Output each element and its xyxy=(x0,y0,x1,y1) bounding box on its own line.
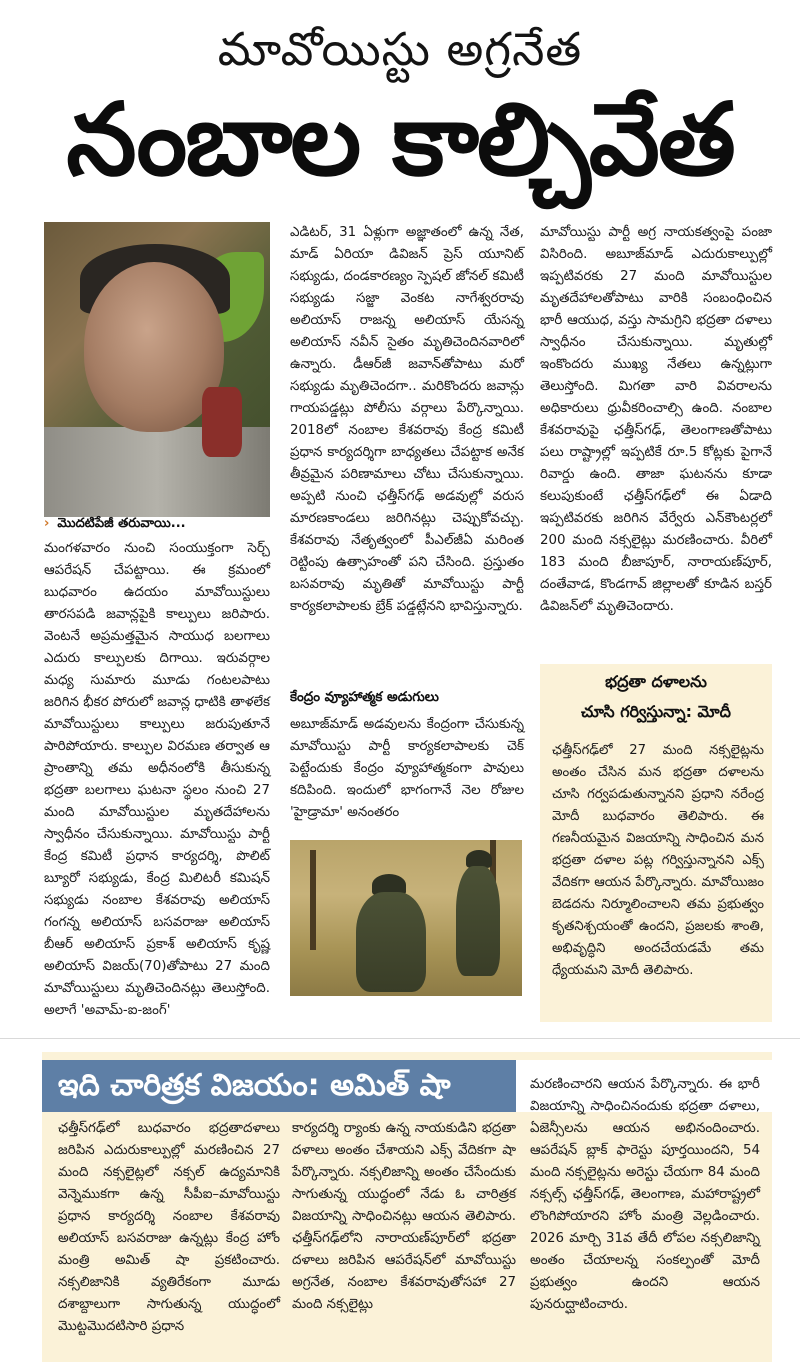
column-2-subheading: కేంద్రం వ్యూహాత్మక అడుగులు xyxy=(290,690,439,705)
photo-tree xyxy=(310,850,316,950)
story-banner-title: ఇది చారిత్రక విజయం: అమిత్ షా xyxy=(58,1068,451,1103)
continued-label: మొదటిపేజీ తరువాయి... xyxy=(57,516,186,531)
lower-column-3: మరణించారని ఆయన పేర్కొన్నారు. ఈ భారీ విజయాన్ని సాధించినందుకు భద్రతా దళాలు, ఏజెన్సీలను ఆయన అభినందించారు. ఆపరేషన్ బ్లాక్ ఫారెస్టు పూర్తయిందని, 54 మంది నక్సలైట్లను అరెస్టు చేయగా 84 మంది నక్సల్స్ ఛత్తీస్‌గఢ్, తెలంగాణ, మహారాష్ట్రలో లొంగిపోయారని హోం మంత్రి వెల్లడించారు. 2026 మార్చి 31వ తేదీ లోపల నక్సలిజాన్ని అంతం చేయాలన్న సంకల్పంతో మోదీ ప్రభుత్వం ఉందని ఆయన పునరుద్ఘాటించారు. xyxy=(530,1077,760,1312)
sidebar-title-line-1: భద్రతా దళాలను xyxy=(605,672,707,691)
security-forces-photo xyxy=(290,840,522,996)
article-column-3: మావోయిస్టు పార్టీ అగ్ర నాయకత్వంపై పంజా విసిరింది. అబూజ్‌మాడ్ ఎదురుకాల్పుల్లో ఇప్పటివరకు 27 మంది మావోయిస్టుల మృతదేహాలతోపాటు వారికి సంబంధించిన భారీ ఆయుధ, వస్తు సామగ్రిని భద్రతా దళాలు స్వాధీనం చేసుకున్నాయి. మృతుల్లో ఇంకొందరు ముఖ్య నేతలు ఉన్నట్లుగా తెలుస్తోంది. మిగతా వారి వివరాలను అధికారులు ధ్రువీకరించాల్సి ఉంది. నంబాల కేశవరావుపై ఛత్తీస్‌గఢ్, తెలంగాణతోపాటు పలు రాష్ట్రాల్లో ఇప్పటికే రూ.5 కోట్లకు పైగానే రివార్డు ఉంది. తాజా ఘటనను కూడా కలుపుకుంటే ఛత్తీస్‌గఢ్‌లో ఈ ఏడాది ఇప్పటివరకు జరిగిన వేర్వేరు ఎన్‌కౌంటర్లలో 200 మంది నక్సలైట్లు మరణించారు. వీరిలో 183 మంది బీజాపూర్, నారాయణ్‌పూర్, దంతేవాడ, కొండగావ్ జిల్లాలతో కూడిన బస్తర్ డివిజన్‌లో మృతిచెందారు. xyxy=(540,225,772,614)
continued-from-front-page xyxy=(44,516,270,536)
leader-photo xyxy=(44,222,270,512)
photo-soldier xyxy=(356,892,426,992)
article-column-1: మంగళవారం నుంచి సంయుక్తంగా సెర్చ్ ఆపరేషన్ చేపట్టాయి. ఈ క్రమంలో బుధవారం ఉదయం మావోయిస్టులు తారసపడి జవాన్లపైకి కాల్పులు జరిపారు. వెంటనే అప్రమత్తమైన సాయుధ బలగాలు ఎదురు కాల్పులకు దిగాయి. ఇరువర్గాల మధ్య సుమారు మూడు గంటలపాటు జరిగిన భీకర పోరులో జవాన్ల ధాటికి తాళలేక మావోయిస్టులు కాల్పులు జరుపుతూనే పారిపోయారు. కాల్పుల విరమణ తర్వాత ఆ ప్రాంతాన్ని తమ అధీనంలోకి తీసుకున్న భద్రతా బలగాలు ఘటనా స్థలం నుంచి 27 మంది మావోయిస్టుల మృతదేహాలను స్వాధీనం చేసుకున్నాయి. మావోయిస్టు పార్టీ కేంద్ర కమిటీ ప్రధాన కార్యదర్శి, పొలిట్ బ్యూరో సభ్యుడు, కేంద్ర మిలిటరీ కమిషన్ సభ్యుడు నంబాల కేశవరావు అలియాస్ గంగన్న అలియాస్ బసవరాజు అలియాస్ బీఆర్ అలియాస్ ప్రకాశ్ అలియాస్ కృష్ణ అలియాస్ విజయ్(70)తోపాటు 27 మంది మావోయిస్టులు మృతిచెందినట్లు తెలుస్తోంది. అలాగే 'అవామ్-ఐ-జంగ్' xyxy=(44,541,270,1018)
headline-kicker: మావోయిస్టు అగ్రనేత xyxy=(217,22,583,76)
section-divider xyxy=(0,1038,800,1039)
lower-column-1: ఛత్తీస్‌గఢ్‌లో బుధవారం భద్రతాదళాలు జరిపిన ఎదురుకాల్పుల్లో మరణించిన 27 మంది నక్సలైట్లలో నక్సల్ ఉద్యమానికి వెన్నెముకగా ఉన్న సీపీఐ–మావోయిస్టు ప్రధాన కార్యదర్శి నంబాల కేశవరావు అలియాస్ బసవరాజు ఉన్నట్లు కేంద్ర హోం మంత్రి అమిత్ షా ప్రకటించారు. నక్సలిజానికి వ్యతిరేకంగా మూడు దశాబ్దాలుగా సాగుతున్న యుద్ధంలో మొట్టమొదటిసారి ప్రధాన xyxy=(58,1121,280,1334)
headline: నంబాల కాల్చివేత xyxy=(66,81,734,198)
article-column-2: ఎడిటర్, 31 ఏళ్లుగా అజ్ఞాతంలో ఉన్న నేత, మాడ్ ఏరియా డివిజన్ ప్రెస్ యూనిట్ సభ్యుడు, దండకారణ్యం స్పెషల్ జోనల్ కమిటీ సభ్యుడు సజ్జా వెంకట నాగేశ్వరరావు అలియాస్ రాజన్న అలియాస్ యేసన్న అలియాస్ నవీన్ సైతం మృతిచెందినవారిలో ఉన్నారు. డీఆర్‌జీ జవాన్‌తోపాటు మరో సభ్యుడు మృతిచెందగా.. మరికొందరు జవాన్లు గాయపడ్డట్లు పోలీసు వర్గాలు పేర్కొన్నాయి. 2018లో నంబాల కేశవరావు కేంద్ర కమిటీ ప్రధాన కార్యదర్శిగా బాధ్యతలు చేపట్టాక అనేక తీవ్రమైన పరిణామాలు చోటు చేసుకున్నాయి. అప్పటి నుంచి ఛత్తీస్‌గఢ్ అడవుల్లో వరుస మారణకాండలు జరిగినట్లు చెప్పుకోవచ్చు. కేశవరావు నేతృత్వంలో పీఎల్‌జీఏ మరింత రెట్టింపు ఉత్సాహంతో పని చేసింది. ప్రస్తుతం బసవరావు మృతితో మావోయిస్టు పార్టీ కార్యకలాపాలకు బ్రేక్ పడ్డట్లేనని భావిస్తున్నారు. xyxy=(290,225,524,614)
sidebar-title-line-2: చూసి గర్విస్తున్నా: మోదీ xyxy=(581,702,731,721)
article-column-2b: అబూజ్‌మాడ్ అడవులను కేంద్రంగా చేసుకున్న మావోయిస్టు పార్టీ కార్యకలాపాలకు చెక్ పెట్టేందుకు కేంద్రం వ్యూహాత్మకంగా పావులు కదిపింది. ఇందులో భాగంగానే నెల రోజుల 'హైడ్రామా' అనంతరం xyxy=(290,717,524,820)
photo-scarf xyxy=(202,387,242,457)
sidebar-text: ఛత్తీస్‌గఢ్‌లో 27 మంది నక్సలైట్లను అంతం చేసిన మన భద్రతా దళాలను చూసి గర్వపడుతున్నానని ప్రధాని నరేంద్ర మోదీ బుధవారం తెలిపారు. ఈ గణనీయమైన విజయాన్ని సాధించిన మన భద్రతా దళాల పట్ల గర్విస్తున్నానని ఎక్స్ వేదికగా ఆయన పేర్కొన్నారు. మావోయిజం బెడదను నిర్మూలించాలని తమ ప్రభుత్వం కృతనిశ్చయంతో ఉందని, ప్రజలకు శాంతి, అభివృద్ధిని అందచేయడమే తమ ధ్యేయమని మోదీ తెలిపారు. xyxy=(552,743,764,978)
lower-column-2: కార్యదర్శి ర్యాంకు ఉన్న నాయకుడిని భద్రతా దళాలు అంతం చేశాయని ఎక్స్ వేదికగా షా పేర్కొన్నారు. నక్సలిజాన్ని అంతం చేసేందుకు సాగుతున్న యుద్ధంలో నేడు ఓ చారిత్రక విజయాన్ని సాధించినట్లు ఆయన తెలిపారు. ఛత్తీస్‌గఢ్‌లోని నారాయణ్‌పూర్‌లో భద్రతా దళాలు జరిపిన ఆపరేషన్‌లో మావోయిస్టు అగ్రనేత, నంబాల కేశవరావుతోసహా 27 మంది నక్సలైట్లు xyxy=(292,1121,516,1312)
chevron-right-icon: › xyxy=(44,516,50,531)
photo-soldier xyxy=(456,866,500,976)
